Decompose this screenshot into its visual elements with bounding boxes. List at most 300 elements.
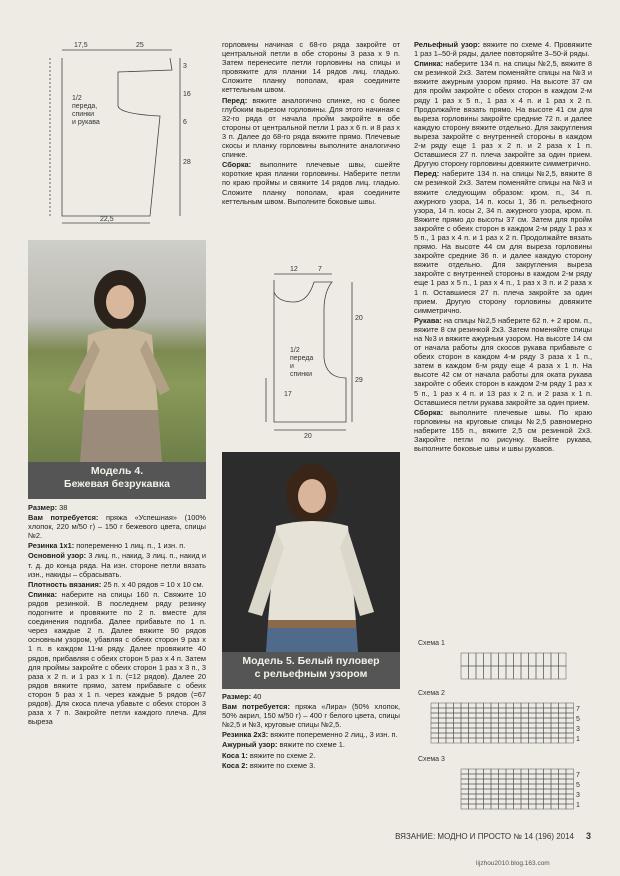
chart-cell bbox=[514, 789, 522, 794]
chart-cell bbox=[566, 774, 574, 779]
chart-cell bbox=[521, 794, 529, 799]
chart-cell bbox=[544, 784, 552, 789]
chart-cell bbox=[491, 718, 499, 723]
chart-cell bbox=[491, 738, 499, 743]
chart-cell bbox=[536, 738, 544, 743]
chart-cell bbox=[566, 804, 574, 809]
chart2-row-1: 1 bbox=[576, 736, 580, 743]
chart-cell bbox=[559, 779, 567, 784]
pullover-dim-hem: 20 bbox=[304, 433, 312, 440]
chart3-row-1: 1 bbox=[576, 802, 580, 809]
chart-cell bbox=[566, 799, 574, 804]
chart-cell bbox=[566, 789, 574, 794]
chart-cell bbox=[461, 708, 469, 713]
chart-cell bbox=[559, 733, 567, 738]
chart-cell bbox=[484, 799, 492, 804]
chart-cell bbox=[491, 733, 499, 738]
chart-cell bbox=[551, 784, 559, 789]
model4-caption-line1: Модель 4. bbox=[90, 465, 144, 477]
chart-cell bbox=[559, 666, 567, 679]
pullover-dim-shoulder: 7 bbox=[318, 266, 322, 273]
chart-cell bbox=[476, 666, 484, 679]
chart-cell bbox=[484, 666, 492, 679]
chart-cell bbox=[559, 738, 567, 743]
vest-dim-top-right: 25 bbox=[136, 42, 144, 49]
chart-cell bbox=[521, 804, 529, 809]
chart-cell bbox=[461, 666, 469, 679]
chart-cell bbox=[559, 713, 567, 718]
chart-cell bbox=[551, 794, 559, 799]
chart-cell bbox=[499, 794, 507, 799]
pullover-label-3: и bbox=[290, 363, 294, 370]
vest-dim-top-left: 17,5 bbox=[74, 42, 88, 49]
chart-cell bbox=[514, 653, 522, 666]
chart-cell bbox=[566, 794, 574, 799]
chart-cell bbox=[446, 718, 454, 723]
pullover-dim-body: 29 bbox=[355, 377, 363, 384]
chart-cell bbox=[514, 738, 522, 743]
chart-cell bbox=[491, 784, 499, 789]
pullover-dim-armhole: 20 bbox=[355, 315, 363, 322]
vest-dim-hem: 22,5 bbox=[100, 216, 114, 223]
chart-cell bbox=[506, 779, 514, 784]
chart-cell bbox=[559, 723, 567, 728]
chart-cell bbox=[469, 804, 477, 809]
chart-cell bbox=[461, 728, 469, 733]
chart-cell bbox=[469, 713, 477, 718]
model4-caption-line2: Бежевая безрукавка bbox=[64, 478, 170, 490]
chart-cell bbox=[529, 708, 537, 713]
chart-cell bbox=[544, 774, 552, 779]
chart-cell bbox=[529, 779, 537, 784]
chart-cell bbox=[536, 708, 544, 713]
model5-paragraph: Вам потребуется: пряжа «Лира» (50% хлопок, 50% акрил, 150 м/50 г) – 400 г белого цвета, спицы №2,5 и №3, круговые спицы №2,5. bbox=[222, 702, 400, 730]
chart-cell bbox=[529, 733, 537, 738]
chart-cell bbox=[461, 789, 469, 794]
chart-cell bbox=[476, 653, 484, 666]
chart-cell bbox=[461, 653, 469, 666]
chart-cell bbox=[551, 738, 559, 743]
chart-cell bbox=[544, 708, 552, 713]
pullover-label-4: спинки bbox=[290, 371, 313, 378]
col2-paragraph: Сборка: выполните плечевые швы, сшейте короткие края планки горловины. Наберите петли по краю проймы и свяжите 14 рядов лиц. гладью. Сложите планку пополам, края соедините кеттельным швом. Выполните боковые швы. bbox=[222, 160, 400, 206]
chart-cell bbox=[551, 804, 559, 809]
col3-paragraph: Спинка: наберите 134 п. на спицы №2,5, вяжите 8 см резинкой 2х3. Затем поменяйте спицы на №3 и вяжите ажурным узором прямо. На высоте 37 см для пройм закройте с обеих сторон в каждом 2-м ряду 1 раз х 5 п., 1 раз х 4 п. и 1 раз х 2 п. Продолжайте вязать прямо. На высоте 41 см для выреза горловины закройте средние 72 п. и далее каждую сторону вяжите отдельно. Для закругления выреза закройте с внутренней стороны в каждом 2-м ряду еще 1 раз х 2 п. и 2 раза х 1 п. Оставшиеся 27 п. плеча закройте за один прием. Другую сторону горловины довяжите симметрично. bbox=[414, 59, 592, 169]
model5-text bbox=[222, 692, 400, 771]
chart-cell bbox=[566, 718, 574, 723]
vest-label-4: и рукава bbox=[72, 119, 100, 126]
chart3-grid bbox=[460, 768, 590, 812]
chart-cell bbox=[536, 804, 544, 809]
chart-cell bbox=[559, 769, 567, 774]
chart-cell bbox=[476, 804, 484, 809]
model4-paragraph: Плотность вязания: 25 п. х 40 рядов = 10 х 10 см. bbox=[28, 579, 204, 589]
chart-cell bbox=[514, 666, 522, 679]
chart-cell bbox=[506, 769, 514, 774]
chart-cell bbox=[544, 794, 552, 799]
chart-cell bbox=[551, 653, 559, 666]
chart-cell bbox=[469, 653, 477, 666]
chart-cell bbox=[536, 784, 544, 789]
chart-cell bbox=[461, 738, 469, 743]
chart-cell bbox=[469, 789, 477, 794]
chart-cell bbox=[544, 728, 552, 733]
chart-cell bbox=[491, 769, 499, 774]
chart-cell bbox=[566, 784, 574, 789]
chart-cell bbox=[454, 718, 462, 723]
chart-cell bbox=[491, 666, 499, 679]
col3-paragraph: Сборка: выполните плечевые швы. По краю горловины на круговые спицы №2,5 равномерно наберите 155 п., вяжите 2,5 см резинкой 2х3. Закройте петли по рисунку. Выейте рукава, выполните боковые швы и швы рукавов. bbox=[414, 407, 592, 454]
chart-cell bbox=[469, 728, 477, 733]
chart-cell bbox=[551, 799, 559, 804]
chart-cell bbox=[484, 784, 492, 789]
chart-cell bbox=[514, 799, 522, 804]
chart-cell bbox=[551, 774, 559, 779]
chart-cell bbox=[566, 708, 574, 713]
chart-cell bbox=[536, 799, 544, 804]
chart-cell bbox=[454, 728, 462, 733]
chart-cell bbox=[499, 774, 507, 779]
chart-cell bbox=[536, 728, 544, 733]
chart-cell bbox=[476, 708, 484, 713]
chart-cell bbox=[521, 779, 529, 784]
chart-cell bbox=[476, 728, 484, 733]
chart-cell bbox=[514, 703, 522, 708]
chart-cell bbox=[476, 774, 484, 779]
chart-cell bbox=[461, 794, 469, 799]
chart-cell bbox=[514, 713, 522, 718]
col3-paragraph: Перед: наберите 134 п. на спицы №2,5, вяжите 8 см резинкой 2х3. Затем поменяйте спицы на №3 и вяжите следующим образом: кром. п., 34 п. ажурного узора, 14 п. косы 1, 36 п. рельефного узора, 14 п. косы 2, 34 п. ажурного узора, кром. п. Вяжите прямо до высоты 37 см. Затем для пройм закройте с обеих сторон в каждом 2-м ряду 1 раз х 5 п., 1 раз х 4 п. и 1 раз х 2 п. Продолжайте вязать прямо. На высоте 44 см для выреза горловины закройте средние 36 п. и далее каждую сторону вяжите отдельно. Для закругления выреза закройте с внутренней стороны в каждом 2-м ряду еще 1 раз х 5 п., 1 раз х 4 п., 1 раз х 3 п. и 2 раза х 1 п. Оставшиеся 27 п. плеча закройте за один прием. Другую сторону горловины довяжите симметрично. bbox=[414, 169, 592, 315]
chart-cell bbox=[469, 784, 477, 789]
chart-cell bbox=[566, 769, 574, 774]
column3-text bbox=[414, 40, 592, 454]
chart-cell bbox=[469, 769, 477, 774]
chart-cell bbox=[476, 799, 484, 804]
chart-cell bbox=[529, 713, 537, 718]
chart-cell bbox=[544, 789, 552, 794]
chart-cell bbox=[514, 769, 522, 774]
vest-label-1: 1/2 bbox=[72, 95, 82, 102]
chart-cell bbox=[446, 738, 454, 743]
chart-cell bbox=[499, 789, 507, 794]
chart-cell bbox=[499, 653, 507, 666]
chart-cell bbox=[529, 723, 537, 728]
chart3-row-3: 3 bbox=[576, 792, 580, 799]
chart-cell bbox=[454, 723, 462, 728]
pullover-label-1: 1/2 bbox=[290, 347, 300, 354]
chart-cell bbox=[544, 733, 552, 738]
watermark-text: lijzhou2010.blog.163.com bbox=[476, 860, 550, 867]
chart-cell bbox=[529, 653, 537, 666]
chart-cell bbox=[566, 733, 574, 738]
chart-cell bbox=[454, 713, 462, 718]
chart-cell bbox=[521, 733, 529, 738]
pullover-schematic bbox=[260, 262, 370, 440]
model5-caption-line2: с рельефным узором bbox=[254, 668, 368, 680]
chart-cell bbox=[506, 708, 514, 713]
chart-cell bbox=[469, 738, 477, 743]
chart-cell bbox=[521, 789, 529, 794]
chart-cell bbox=[431, 728, 439, 733]
chart-cell bbox=[484, 733, 492, 738]
chart-cell bbox=[491, 804, 499, 809]
chart-cell bbox=[461, 774, 469, 779]
chart-cell bbox=[476, 718, 484, 723]
chart-cell bbox=[446, 723, 454, 728]
chart-cell bbox=[544, 723, 552, 728]
chart-cell bbox=[431, 703, 439, 708]
chart-cell bbox=[454, 703, 462, 708]
chart-cell bbox=[536, 703, 544, 708]
chart-cell bbox=[476, 723, 484, 728]
chart-cell bbox=[536, 769, 544, 774]
col3-paragraph: Рукава: на спицы №2,5 наберите 62 п. + 2 кром. п., вяжите 8 см резинкой 2х3. Затем поменяйте спицы на №3 и вяжите ажурным узором. На высоте 14 см от начала работы для скосов рукава прибавьте с обеих сторон в каждом 4-м ряду 3 раза х 1 п., затем в каждом 6-м ряду еще 4 раза х 1 п. На высоте 42 см от начала работы для оката рукава закройте с обеих сторон в каждом 2-м ряду 1 раз х 5 п., 1 раз х 4 п. и 13 раз х 2 п. и 2 раза х 1 п. Оставшиеся петли рукава закройте за один прием. bbox=[414, 315, 592, 407]
chart-cell bbox=[461, 723, 469, 728]
chart-cell bbox=[536, 723, 544, 728]
col3-paragraph: Рельефный узор: вяжите по схеме 4. Провяжите 1 раз 1–50-й ряды, далее повторяйте 3–50-й ряды. bbox=[414, 40, 592, 59]
model5-paragraph: Коса 1: вяжите по схеме 2. bbox=[222, 750, 316, 760]
chart-cell bbox=[544, 653, 552, 666]
chart-cell bbox=[484, 713, 492, 718]
footer-magazine: ВЯЗАНИЕ: МОДНО И ПРОСТО № 14 (196) 2014 bbox=[395, 832, 574, 841]
chart-cell bbox=[514, 733, 522, 738]
model4-photo bbox=[28, 240, 206, 462]
chart-cell bbox=[529, 799, 537, 804]
chart-cell bbox=[499, 703, 507, 708]
chart-cell bbox=[499, 728, 507, 733]
chart-cell bbox=[491, 794, 499, 799]
chart-cell bbox=[499, 718, 507, 723]
chart-cell bbox=[559, 653, 567, 666]
chart-cell bbox=[439, 738, 447, 743]
chart-cell bbox=[551, 789, 559, 794]
chart-cell bbox=[431, 738, 439, 743]
chart-cell bbox=[491, 723, 499, 728]
chart-cell bbox=[461, 733, 469, 738]
chart-cell bbox=[529, 718, 537, 723]
chart-cell bbox=[499, 708, 507, 713]
chart-cell bbox=[461, 769, 469, 774]
chart-cell bbox=[476, 738, 484, 743]
chart-cell bbox=[559, 708, 567, 713]
chart-cell bbox=[476, 713, 484, 718]
chart-cell bbox=[439, 708, 447, 713]
chart-cell bbox=[514, 804, 522, 809]
chart-cell bbox=[521, 728, 529, 733]
chart-cell bbox=[521, 703, 529, 708]
chart-cell bbox=[499, 733, 507, 738]
chart-cell bbox=[476, 703, 484, 708]
chart-cell bbox=[461, 779, 469, 784]
chart-cell bbox=[506, 794, 514, 799]
chart-cell bbox=[439, 713, 447, 718]
chart-cell bbox=[491, 713, 499, 718]
chart-cell bbox=[521, 708, 529, 713]
chart-cell bbox=[521, 723, 529, 728]
chart-cell bbox=[499, 713, 507, 718]
chart-cell bbox=[484, 794, 492, 799]
chart-cell bbox=[559, 789, 567, 794]
chart-cell bbox=[484, 774, 492, 779]
chart-cell bbox=[491, 799, 499, 804]
chart1-grid bbox=[460, 652, 572, 682]
chart2-title: Схема 2 bbox=[418, 690, 445, 697]
chart-cell bbox=[469, 723, 477, 728]
chart-cell bbox=[529, 784, 537, 789]
chart-cell bbox=[514, 723, 522, 728]
model4-paragraph: Размер: 38 bbox=[28, 503, 68, 512]
chart-cell bbox=[529, 728, 537, 733]
chart-cell bbox=[521, 774, 529, 779]
chart3-row-7: 7 bbox=[576, 772, 580, 779]
vest-dim-body: 28 bbox=[183, 159, 191, 166]
chart-cell bbox=[484, 653, 492, 666]
chart-cell bbox=[506, 738, 514, 743]
chart-cell bbox=[431, 723, 439, 728]
col2-paragraph: Перед: вяжите аналогично спинке, но с более глубоким вырезом горловины. Для этого начиная с 32-го ряда от начала пройм закройте в обе стороны от центральной петли 1 раз х 6 п. и 8 раз х 3 п. Далее до 68-го ряда вяжите прямо. Плечевые скосы и планку горловины выполните аналогично спинке. bbox=[222, 95, 400, 160]
chart-cell bbox=[491, 703, 499, 708]
chart-cell bbox=[521, 738, 529, 743]
chart-cell bbox=[536, 733, 544, 738]
chart-cell bbox=[529, 789, 537, 794]
chart-cell bbox=[566, 713, 574, 718]
chart-cell bbox=[566, 723, 574, 728]
col2-paragraph: горловины начиная с 68-го ряда закройте от центральной петли в обе стороны 3 раза х 9 п. Затем перенесите петли горловины на спицы и провяжите для планки 14 рядов лиц. гладью. Сложите планку пополам, края соедините кеттельным швом. bbox=[222, 40, 400, 95]
chart-cell bbox=[431, 708, 439, 713]
chart3-row-5: 5 bbox=[576, 782, 580, 789]
chart-cell bbox=[476, 733, 484, 738]
chart-cell bbox=[446, 703, 454, 708]
chart2-grid bbox=[430, 702, 590, 746]
chart-cell bbox=[461, 804, 469, 809]
chart-cell bbox=[544, 718, 552, 723]
chart-cell bbox=[559, 718, 567, 723]
chart-cell bbox=[566, 728, 574, 733]
chart-cell bbox=[551, 703, 559, 708]
chart-cell bbox=[514, 794, 522, 799]
chart-cell bbox=[566, 703, 574, 708]
chart-cell bbox=[454, 733, 462, 738]
vest-label-2: переда, bbox=[72, 103, 98, 110]
chart-cell bbox=[506, 718, 514, 723]
chart-cell bbox=[484, 804, 492, 809]
model4-caption bbox=[28, 462, 206, 499]
model5-paragraph: Резинка 2х3: вяжите попеременно 2 лиц., 3 изн. п. bbox=[222, 730, 398, 740]
chart-cell bbox=[521, 769, 529, 774]
chart-cell bbox=[536, 789, 544, 794]
model5-caption bbox=[222, 652, 400, 689]
chart-cell bbox=[499, 666, 507, 679]
chart-cell bbox=[521, 666, 529, 679]
chart-cell bbox=[544, 703, 552, 708]
vest-dim-sleeve-edge: 6 bbox=[183, 119, 187, 126]
chart-cell bbox=[514, 708, 522, 713]
chart-cell bbox=[566, 738, 574, 743]
chart2-row-7: 7 bbox=[576, 706, 580, 713]
chart-cell bbox=[461, 784, 469, 789]
chart-cell bbox=[514, 784, 522, 789]
chart-cell bbox=[439, 728, 447, 733]
chart-cell bbox=[491, 653, 499, 666]
chart-cell bbox=[529, 804, 537, 809]
chart-cell bbox=[506, 703, 514, 708]
chart-cell bbox=[469, 703, 477, 708]
chart-cell bbox=[461, 713, 469, 718]
chart-cell bbox=[461, 703, 469, 708]
chart-cell bbox=[514, 718, 522, 723]
chart-cell bbox=[506, 666, 514, 679]
chart-cell bbox=[454, 708, 462, 713]
chart-cell bbox=[461, 799, 469, 804]
chart-cell bbox=[446, 713, 454, 718]
chart-cell bbox=[544, 713, 552, 718]
chart-cell bbox=[506, 728, 514, 733]
chart-cell bbox=[559, 703, 567, 708]
chart-cell bbox=[446, 728, 454, 733]
column2-top-text bbox=[222, 40, 400, 207]
chart-cell bbox=[469, 794, 477, 799]
chart-cell bbox=[529, 774, 537, 779]
chart-cell bbox=[536, 774, 544, 779]
chart-cell bbox=[544, 779, 552, 784]
chart-cell bbox=[469, 733, 477, 738]
chart-cell bbox=[499, 799, 507, 804]
chart-cell bbox=[551, 733, 559, 738]
chart-cell bbox=[536, 779, 544, 784]
chart-cell bbox=[551, 666, 559, 679]
chart-cell bbox=[476, 784, 484, 789]
chart-cell bbox=[431, 713, 439, 718]
chart-cell bbox=[499, 779, 507, 784]
chart-cell bbox=[506, 789, 514, 794]
chart-cell bbox=[499, 784, 507, 789]
chart-cell bbox=[566, 779, 574, 784]
chart-cell bbox=[491, 728, 499, 733]
chart-cell bbox=[431, 733, 439, 738]
chart-cell bbox=[514, 728, 522, 733]
chart-cell bbox=[506, 713, 514, 718]
chart-cell bbox=[529, 738, 537, 743]
chart-cell bbox=[536, 666, 544, 679]
chart-cell bbox=[514, 779, 522, 784]
chart2-row-3: 3 bbox=[576, 726, 580, 733]
chart-cell bbox=[484, 738, 492, 743]
model5-paragraph: Размер: 40 bbox=[222, 692, 262, 701]
chart-cell bbox=[469, 779, 477, 784]
chart-cell bbox=[544, 666, 552, 679]
chart-cell bbox=[551, 708, 559, 713]
chart-cell bbox=[521, 718, 529, 723]
model4-paragraph: Вам потребуется: пряжа «Успешная» (100% хлопок, 220 м/50 г) – 150 г бежевого цвета, спицы №2. bbox=[28, 513, 206, 541]
chart-cell bbox=[469, 708, 477, 713]
chart-cell bbox=[491, 779, 499, 784]
chart-cell bbox=[484, 723, 492, 728]
chart-cell bbox=[431, 718, 439, 723]
model5-photo bbox=[222, 452, 400, 652]
pullover-dim-neck: 12 bbox=[290, 266, 298, 273]
chart-cell bbox=[559, 794, 567, 799]
chart-cell bbox=[559, 728, 567, 733]
chart-cell bbox=[551, 779, 559, 784]
vest-schematic bbox=[40, 36, 200, 226]
chart-cell bbox=[476, 779, 484, 784]
chart-cell bbox=[559, 774, 567, 779]
chart-cell bbox=[559, 804, 567, 809]
model4-paragraph: Спинка: наберите на спицы 160 п. Свяжите 10 рядов резинкой. В последнем ряду резинку подогните и провяжите по 2 п. вместе для соединения подгиба. Далее прибавьте по 1 п. через каждые 2 п. Далее вяжите 90 рядов основным узором, убавляя с обеих сторон 9 раз х 1 п. в каждом 11-м ряду. Далее провяжите 40 рядов, прибавляя с обеих сторон 5 раз х 4 п. Затем для проймы закройте с обеих сторон 1 раз х 3 п., 3 раза х 2 п. и 1 раз х 1 п. (=12 рядов). Далее 20 рядов вяжите прямо, затем прибавьте с обеих сторон 5 раз х 1 п. через каждые 5 рядов (=67 рядов). Для скоса плеча убавьте с обеих сторон 3 раза х 7 п. Закройте петли каждого плеча. Для выреза bbox=[28, 589, 206, 727]
chart-cell bbox=[521, 799, 529, 804]
chart3-title: Схема 3 bbox=[418, 756, 445, 763]
chart-cell bbox=[491, 774, 499, 779]
